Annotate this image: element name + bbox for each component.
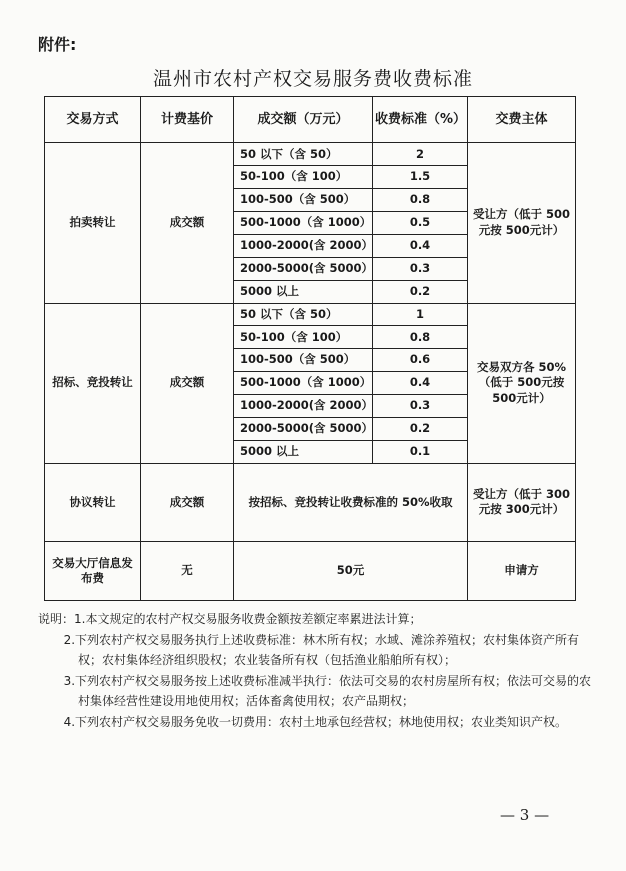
- note-2: 2.下列农村产权交易服务执行上述收费标准：林木所有权；水域、滩涂养殖权；农村集体资产所有权；农村集体经济组织股权；农业装备所有权（包括渔业船舶所有权）；: [63, 632, 580, 667]
- tender-method: 招标、竞投转让: [45, 303, 141, 463]
- tender-amount-range: 50-100（含 100）: [234, 326, 373, 349]
- header-basis: 计费基价: [141, 97, 234, 143]
- auction-payer: 受让方（低于 500元按 500元计）: [468, 143, 576, 303]
- tender-rate: 0.8: [373, 326, 468, 349]
- tender-rate: 1: [373, 303, 468, 326]
- header-amount: 成交额（万元）: [234, 97, 373, 143]
- attachment-label: 附件:: [38, 35, 77, 54]
- auction-method: 拍卖转让: [45, 143, 141, 303]
- fee-table-body: [45, 97, 576, 601]
- hall-basis: 无: [141, 542, 234, 601]
- note-4: 4.下列农村产权交易服务免收一切费用：农村土地承包经营权；林地使用权；农业类知识产权。: [63, 714, 568, 729]
- tender-amount-range: 1000-2000(含 2000）: [234, 395, 373, 418]
- tender-amount-range: 50 以下（含 50）: [234, 303, 373, 326]
- auction-row: [45, 143, 576, 166]
- hall-method: 交易大厅信息发布费: [45, 542, 141, 601]
- document-title: 温州市农村产权交易服务费收费标准: [152, 68, 473, 90]
- tender-rate: 0.4: [373, 372, 468, 395]
- tender-payer: 交易双方各 50%（低于 500元按 500元计）: [468, 303, 576, 463]
- tender-rate: 0.3: [373, 395, 468, 418]
- tender-amount-range: 500-1000（含 1000）: [234, 372, 373, 395]
- header-payer: 交费主体: [468, 97, 576, 143]
- auction-amount-range: 50-100（含 100）: [234, 166, 373, 189]
- auction-amount-range: 100-500（含 500）: [234, 189, 373, 212]
- notes: [38, 609, 598, 732]
- tender-amount-range: 100-500（含 500）: [234, 349, 373, 372]
- auction-rate: 0.4: [373, 234, 468, 257]
- hall-payer: 申请方: [468, 542, 576, 601]
- header-rate: 收费标准（%）: [373, 97, 468, 143]
- header-method: 交易方式: [45, 97, 141, 143]
- auction-rate: 0.2: [373, 280, 468, 303]
- auction-amount-range: 50 以下（含 50）: [234, 143, 373, 166]
- auction-rate: 0.3: [373, 257, 468, 280]
- auction-rate: 0.5: [373, 212, 468, 235]
- header-row: [45, 97, 576, 143]
- auction-rate: 0.8: [373, 189, 468, 212]
- auction-amount-range: 1000-2000(含 2000）: [234, 234, 373, 257]
- auction-basis: 成交额: [141, 143, 234, 303]
- auction-amount-range: 500-1000（含 1000）: [234, 212, 373, 235]
- agreement-row: [45, 463, 576, 542]
- tender-row: [45, 303, 576, 326]
- tender-basis: 成交额: [141, 303, 234, 463]
- note-3: 3.下列农村产权交易服务按上述收费标准减半执行：依法可交易的农村房屋所有权；依法可交易的农村集体经营性建设用地使用权；活体畜禽使用权；农产品期权；: [63, 673, 592, 708]
- auction-rate: 2: [373, 143, 468, 166]
- tender-rate: 0.2: [373, 417, 468, 440]
- fee-table: [44, 96, 576, 601]
- tender-rate: 0.1: [373, 440, 468, 463]
- hall-standard: 50元: [234, 542, 468, 601]
- page-number: — 3 —: [500, 806, 550, 824]
- auction-rate: 1.5: [373, 166, 468, 189]
- agreement-method: 协议转让: [45, 463, 141, 542]
- tender-rate: 0.6: [373, 349, 468, 372]
- auction-amount-range: 5000 以上: [234, 280, 373, 303]
- auction-amount-range: 2000-5000(含 5000）: [234, 257, 373, 280]
- hall-row: [45, 542, 576, 601]
- note-1: 说明：1.本文规定的农村产权交易服务收费金额按差额定率累进法计算；: [38, 612, 422, 626]
- agreement-basis: 成交额: [141, 463, 234, 542]
- tender-amount-range: 2000-5000(含 5000）: [234, 417, 373, 440]
- agreement-payer: 受让方（低于 300元按 300元计）: [468, 463, 576, 542]
- agreement-standard: 按招标、竞投转让收费标准的 50%收取: [234, 463, 468, 542]
- tender-amount-range: 5000 以上: [234, 440, 373, 463]
